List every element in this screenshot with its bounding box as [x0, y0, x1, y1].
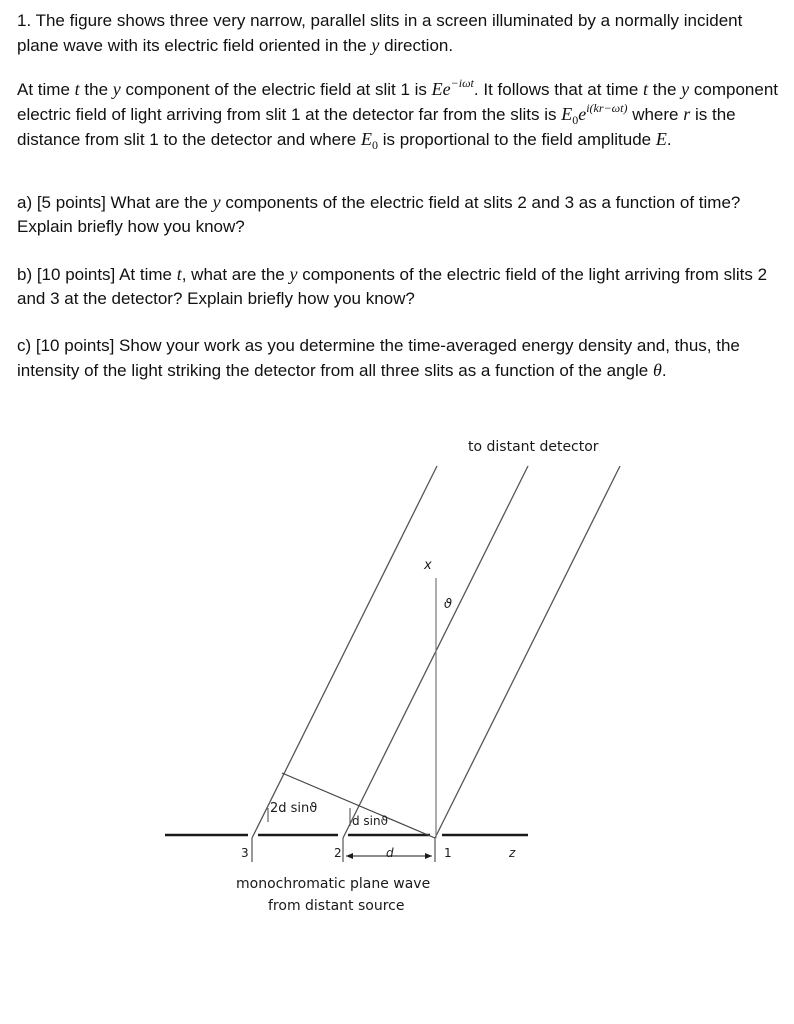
question-a: a) [5 points] What are the y components of the electric field at slits 2 and 3 as a function of time? Explain briefly how you know?: [17, 192, 741, 236]
problem-intro: 1. The figure shows three very narrow, parallel slits in a screen illuminated by a normally incident plane wave with its electric field oriented in the y direction.: [17, 11, 743, 55]
slit-1-label: 1: [444, 846, 452, 860]
question-b: b) [10 points] At time t, what are the y components of the electric field of the light arriving from slits 2 and 3 at the detector? Explain briefly how you know?: [17, 264, 768, 308]
spacing-d-label: d: [386, 846, 394, 860]
question-c: c) [10 points] Show your work as you determine the time-averaged energy density and, thus, the intensity of the light striking the detector from all three slits as a function of the angle θ.: [17, 336, 740, 380]
detector-label: to distant detector: [468, 439, 599, 455]
source-label-line2: from distant source: [268, 898, 405, 914]
source-label-line1: monochromatic plane wave: [236, 876, 431, 892]
slit-3-label: 3: [241, 846, 249, 860]
ray-from-slit-1: [435, 466, 620, 838]
path-diff-2d-label: 2d sinϑ: [270, 801, 318, 816]
path-diff-d-label: d sinϑ: [352, 814, 389, 828]
x-axis-label: x: [424, 558, 432, 573]
ray-from-slit-3: [252, 466, 437, 838]
theta-angle-label: ϑ: [444, 597, 453, 612]
problem-setup: At time t the y component of the electric field at slit 1 is $Ee^{-i\omega t}$. It follows that at time t the y component electric field of light arriving from slit 1 at the detector far from the slits is $E_0e^{i(kr-\omega t)}$ where r is the distance from slit 1 to the detector and where $E_0$ is proportional to the field amplitude E.: [17, 76, 779, 152]
slit-2-label: 2: [334, 846, 342, 860]
z-axis-label: z: [509, 846, 516, 860]
